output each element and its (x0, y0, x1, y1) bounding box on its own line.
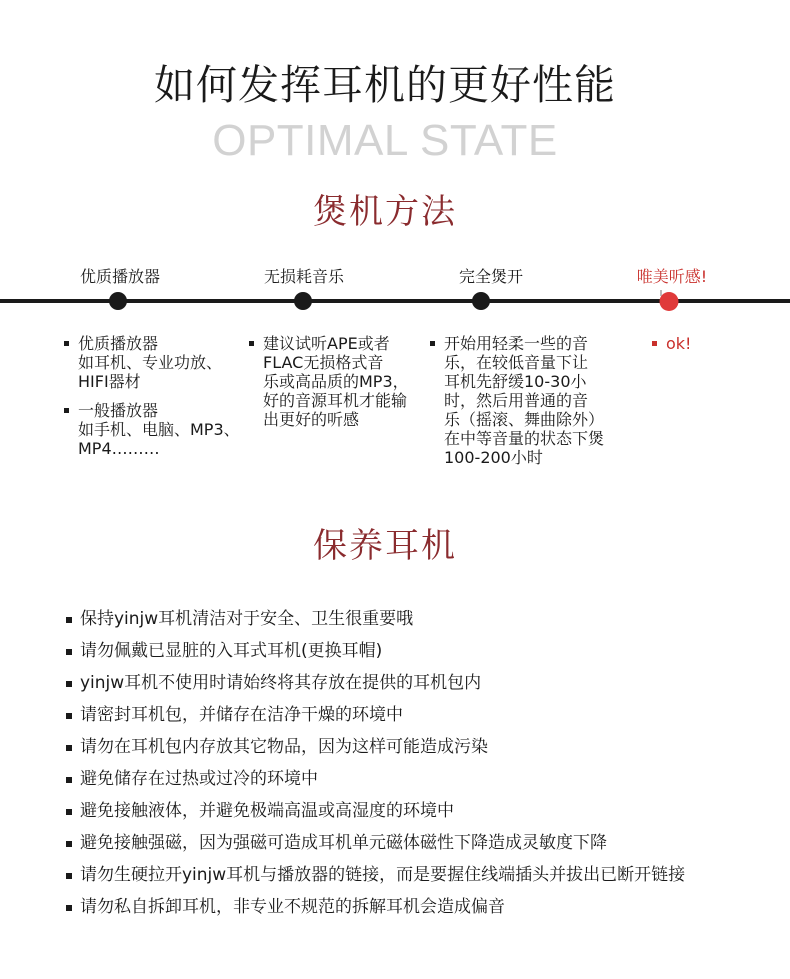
list-item: 请勿在耳机包内存放其它物品，因为这样可能造成污染 (66, 735, 685, 767)
timeline-dot-4 (660, 292, 679, 311)
list-item: yinjw耳机不使用时请始终将其存放在提供的耳机包内 (66, 671, 685, 703)
detail-line: 乐，在较低音量下让 (444, 353, 589, 372)
page-title: 如何发挥耳机的更好性能 (154, 61, 616, 109)
detail-block (430, 334, 604, 467)
detail-column-burned (430, 334, 604, 477)
detail-column-lossless (249, 334, 409, 439)
detail-line: 乐（摇滚、舞曲除外） (444, 410, 605, 429)
list-item: 保持yinjw耳机清洁对于安全、卫生很重要哦 (66, 607, 685, 639)
detail-line: 一般播放器 (78, 401, 159, 420)
detail-line: 建议试听APE或者 (263, 334, 390, 353)
detail-line: 如手机、电脑、MP3、 (78, 420, 240, 439)
detail-line: 100-200小时 (444, 448, 543, 467)
detail-line: 耳机先舒缓10-30小 (444, 372, 587, 391)
detail-block (652, 334, 691, 353)
step-label-burned: 完全煲开 (458, 267, 524, 286)
list-item: 请勿生硬拉开yinjw耳机与播放器的链接，而是要握住线端插头并拔出已断开链接 (66, 863, 685, 895)
step-label-lossless: 无损耗音乐 (263, 267, 345, 286)
care-list (66, 607, 685, 927)
list-item: 避免储存在过热或过冷的环境中 (66, 767, 685, 799)
detail-line: HIFI器材 (78, 372, 141, 391)
detail-block (249, 334, 409, 429)
timeline-dot-1 (109, 292, 127, 310)
detail-line: 优质播放器 (78, 334, 159, 353)
list-item: 请勿佩戴已显脏的入耳式耳机(更换耳帽) (66, 639, 685, 671)
list-item: 避免接触液体，并避免极端高温或高湿度的环境中 (66, 799, 685, 831)
step-label-result: 唯美听感! (636, 267, 708, 286)
step-label-player: 优质播放器 (79, 267, 161, 286)
list-item: 请密封耳机包，并储存在洁净干燥的环境中 (66, 703, 685, 735)
detail-line: MP4……… (78, 439, 160, 458)
list-item: 请勿私自拆卸耳机，非专业不规范的拆解耳机会造成偏音 (66, 895, 685, 927)
section-title-care: 保养耳机 (313, 526, 457, 566)
list-item: 避免接触强磁，因为强磁可造成耳机单元磁体磁性下降造成灵敏度下降 (66, 831, 685, 863)
section-title-burn-in: 煲机方法 (313, 192, 457, 232)
timeline-dot-2 (294, 292, 312, 310)
page-subtitle: OPTIMAL STATE (212, 116, 558, 165)
detail-line: 如耳机、专业功放、 (78, 353, 223, 372)
detail-block (64, 334, 240, 391)
detail-block (64, 401, 240, 458)
detail-line: 出更好的听感 (263, 410, 360, 429)
detail-line: 乐或高品质的MP3， (263, 372, 409, 391)
detail-column-player (64, 334, 240, 468)
timeline-dot-3 (472, 292, 490, 310)
detail-line: 在中等音量的状态下煲 (444, 429, 605, 448)
detail-line: 时，然后用普通的音 (444, 391, 589, 410)
detail-line: ok! (666, 334, 692, 353)
detail-column-result (652, 334, 691, 363)
detail-line: FLAC无损格式音 (263, 353, 384, 372)
detail-line: 好的音源耳机才能输 (263, 391, 408, 410)
detail-line: 开始用轻柔一些的音 (444, 334, 589, 353)
